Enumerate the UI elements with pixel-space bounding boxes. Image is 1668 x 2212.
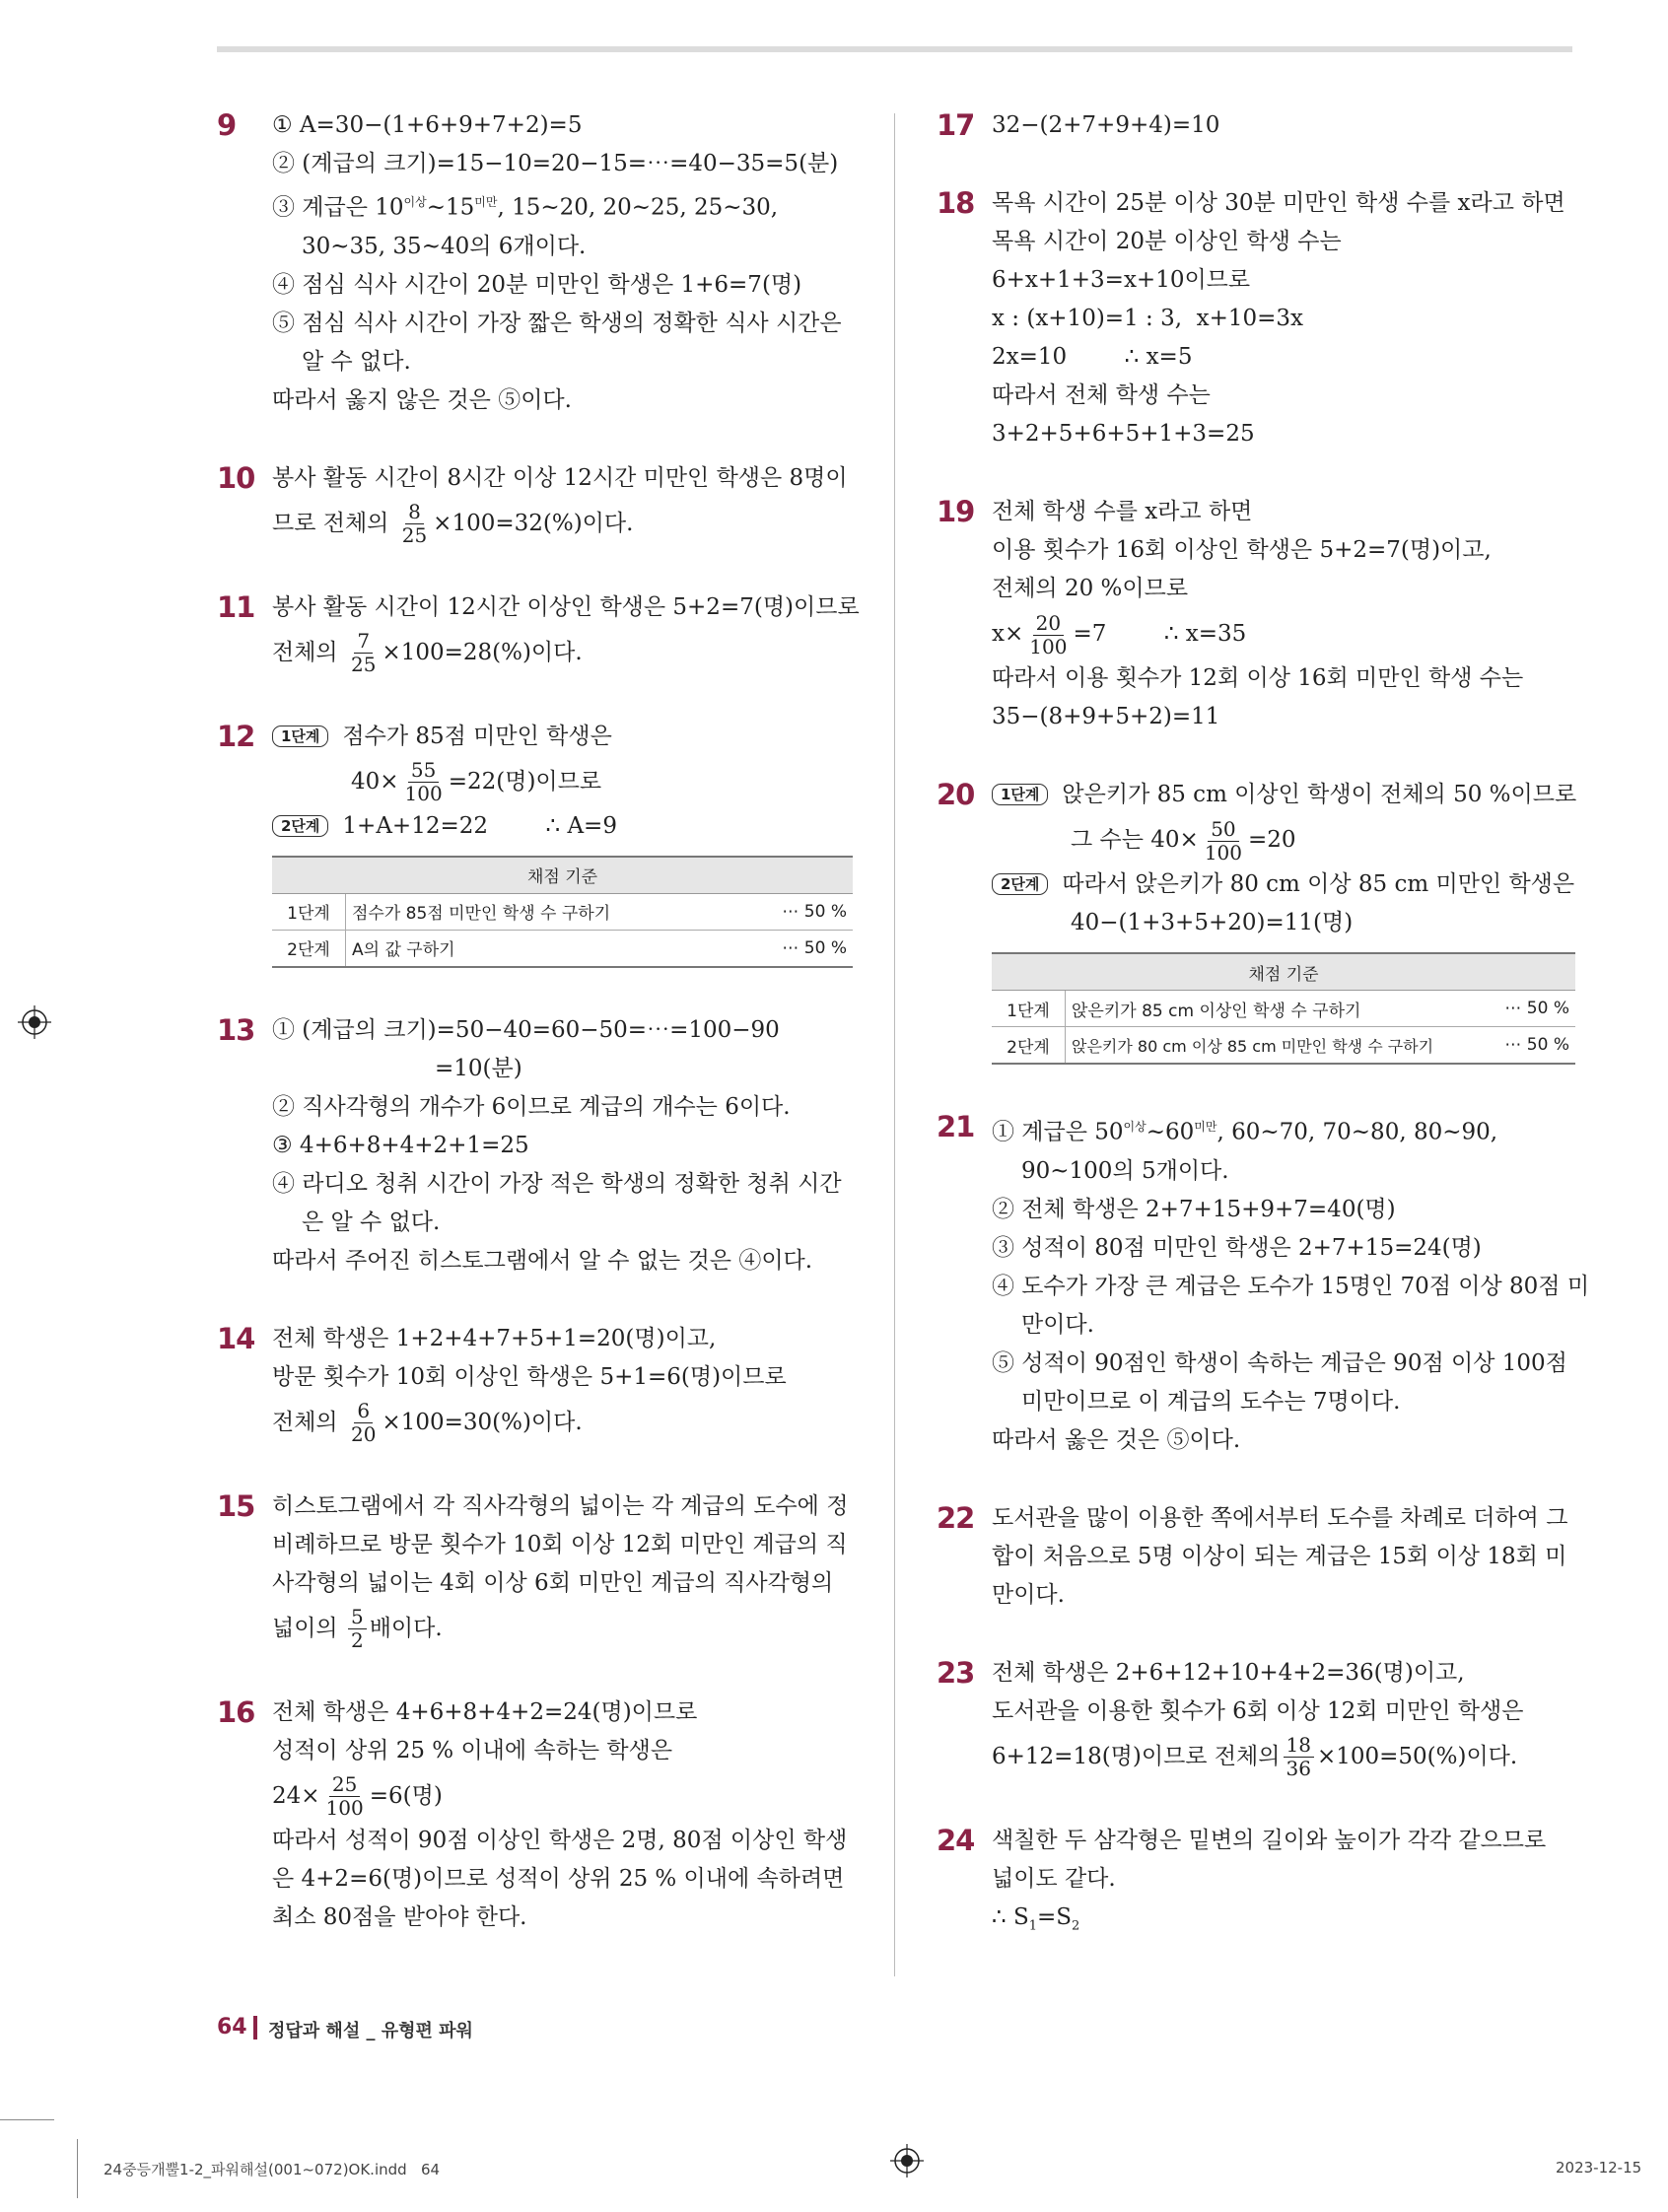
answer-line: 도서관을 이용한 횟수가 6회 이상 12회 미만인 학생은	[992, 1697, 1524, 1724]
answer-line: 방문 횟수가 10회 이상인 학생은 5+1=6(명)이므로	[272, 1363, 787, 1390]
text: 앉은키가 85 cm 이상인 학생이 전체의 50 %이므로	[1062, 782, 1577, 807]
problem-21	[937, 1108, 1590, 1460]
text: =6(명)	[369, 1782, 443, 1809]
answer-line: 따라서 옳지 않은 것은 ⑤이다.	[272, 386, 572, 413]
superscript: 이상	[1123, 1120, 1147, 1134]
text: 배이다.	[369, 1615, 443, 1641]
table-row	[272, 893, 853, 930]
text: ×100=28(%)이다.	[382, 639, 583, 665]
problem-number: 20	[937, 778, 975, 811]
table-header: 채점 기준	[992, 953, 1575, 991]
text: , 15~20, 20~25, 25~30,	[497, 194, 779, 221]
text: 전체의	[272, 639, 338, 665]
table-cell: ⋯ 50 %	[1475, 1027, 1575, 1065]
numerator: 55	[408, 759, 439, 783]
answer-line: x : (x+10)=1 : 3, x+10=3x	[992, 306, 1304, 331]
answer-line: 만이다.	[1021, 1311, 1094, 1338]
text: ×100=32(%)이다.	[433, 510, 634, 536]
text: 므로 전체의	[272, 510, 389, 536]
answer-line: ② (계급의 크기)=15−10=20−15=⋯=40−35=5(분)	[272, 151, 839, 176]
denominator: 2	[350, 1628, 364, 1653]
table-row	[992, 1027, 1575, 1065]
denominator: 100	[1029, 634, 1068, 658]
text: ~60	[1146, 1119, 1195, 1145]
text: ×100=50(%)이다.	[1316, 1743, 1518, 1769]
denominator: 100	[404, 782, 443, 806]
text: ×100=30(%)이다.	[382, 1409, 583, 1435]
step-badge: 1단계	[272, 726, 328, 747]
table-cell: ⋯ 50 %	[752, 893, 853, 930]
denominator: 100	[1204, 840, 1243, 864]
answer-line: ③ 성적이 80점 미만인 학생은 2+7+15=24(명)	[992, 1234, 1482, 1261]
answer-line: 전체 학생은 1+2+4+7+5+1=20(명)이고,	[272, 1325, 717, 1351]
table-cell: 1단계	[992, 991, 1066, 1027]
table-row	[992, 991, 1575, 1027]
table-cell: A의 값 구하기	[346, 930, 753, 967]
problem-number: 11	[217, 589, 255, 624]
answer-line: 합이 처음으로 5명 이상이 되는 계급은 15회 이상 18회 미	[992, 1543, 1567, 1569]
problem-number: 17	[937, 108, 975, 142]
answer-line: 성적이 상위 25 % 이내에 속하는 학생은	[272, 1737, 673, 1763]
answer-line: 40−(1+3+5+20)=11(명)	[1071, 910, 1354, 935]
problem-17	[937, 106, 1575, 145]
answer-line	[992, 1899, 1575, 1946]
answer-line	[992, 608, 1575, 659]
table-cell: 앉은키가 80 cm 이상 85 cm 미만인 학생 수 구하기	[1066, 1027, 1476, 1065]
fraction	[348, 1606, 367, 1652]
problem-23	[937, 1654, 1575, 1782]
footer-divider	[253, 2016, 257, 2039]
problem-number: 12	[217, 719, 255, 753]
text: 24×	[272, 1782, 320, 1809]
left-column	[217, 106, 860, 1937]
answer-line: ③ 4+6+8+4+2+1=25	[272, 1132, 529, 1158]
problem-number: 18	[937, 186, 975, 220]
problem-number: 10	[217, 460, 255, 495]
problem-number: 22	[937, 1500, 975, 1535]
answer-line: 목욕 시간이 20분 이상인 학생 수는	[992, 229, 1342, 254]
table-cell: ⋯ 50 %	[752, 930, 853, 967]
text: ∴ S	[992, 1903, 1029, 1930]
footer-title: 정답과 해설 _ 유형편 파워	[268, 2021, 473, 2041]
answer-line: 넓이도 같다.	[992, 1865, 1116, 1892]
denominator: 36	[1286, 1757, 1311, 1781]
denominator: 100	[325, 1796, 364, 1821]
fraction	[1202, 818, 1245, 864]
answer-line: 이용 횟수가 16회 이상인 학생은 5+2=7(명)이고,	[992, 537, 1492, 563]
answer-line: 은 4+2=6(명)이므로 성적이 상위 25 % 이내에 속하려면	[272, 1865, 845, 1892]
answer-line: 전체 학생 수를 x라고 하면	[992, 499, 1253, 524]
crop-mark	[77, 2139, 78, 2198]
answer-line: 전체 학생은 4+6+8+4+2=24(명)이므로	[272, 1698, 698, 1725]
superscript: 미만	[474, 195, 498, 209]
answer-line: 히스토그램에서 각 직사각형의 넓이는 각 계급의 도수에 정	[272, 1492, 849, 1519]
problem-12	[217, 718, 853, 968]
step-badge: 2단계	[992, 873, 1048, 895]
fraction	[1284, 1734, 1314, 1780]
fraction	[348, 1400, 379, 1446]
text: =22(명)이므로	[448, 768, 602, 795]
answer-line: 은 알 수 없다.	[302, 1209, 441, 1235]
answer-line: 따라서 성적이 90점 이상인 학생은 2명, 80점 이상인 학생	[272, 1827, 848, 1853]
table-cell: 1단계	[272, 893, 346, 930]
column-divider	[894, 113, 895, 1976]
answer-line	[272, 807, 853, 846]
answer-line: 목욕 시간이 25분 이상 30분 미만인 학생 수를 x라고 하면	[992, 190, 1565, 216]
answer-line: 미만이므로 이 계급의 도수는 7명이다.	[1021, 1388, 1401, 1415]
answer-line	[992, 776, 1575, 814]
numerator: 50	[1208, 818, 1238, 842]
problem-14	[217, 1320, 853, 1448]
problem-11	[217, 588, 860, 678]
fraction	[402, 759, 446, 805]
table-cell: 점수가 85점 미만인 학생 수 구하기	[346, 893, 753, 930]
answer-line: 알 수 없다.	[302, 348, 411, 375]
answer-line: 비례하므로 방문 횟수가 10회 이상 12회 미만인 계급의 직	[272, 1531, 848, 1557]
page-number: 64	[217, 2015, 247, 2039]
text: x×	[992, 621, 1024, 647]
grading-criteria-table	[992, 952, 1575, 1065]
grading-criteria-table	[272, 856, 853, 968]
answer-line: 30~35, 35~40의 6개이다.	[302, 233, 587, 259]
right-column	[937, 106, 1590, 1945]
answer-line: ④ 도수가 가장 큰 계급은 도수가 15명인 70점 이상 80점 미	[992, 1273, 1590, 1299]
problem-number: 23	[937, 1655, 975, 1690]
text: =S	[1036, 1903, 1073, 1930]
answer-line: 따라서 옳은 것은 ⑤이다.	[992, 1426, 1241, 1453]
problem-number: 14	[217, 1321, 255, 1355]
denominator: 20	[350, 1422, 377, 1447]
superscript: 미만	[1194, 1120, 1217, 1134]
subscript: 2	[1072, 1918, 1080, 1934]
problem-number: 13	[217, 1012, 255, 1047]
numerator: 7	[354, 630, 373, 654]
text: =20	[1248, 827, 1296, 853]
answer-line	[992, 1108, 1575, 1152]
numerator: 8	[405, 501, 424, 524]
problem-number: 15	[217, 1488, 255, 1523]
problem-20	[937, 776, 1575, 1065]
answer-line	[272, 1770, 853, 1822]
answer-line: ② 전체 학생은 2+7+15+9+7=40(명)	[992, 1196, 1396, 1222]
answer-line	[992, 1731, 1575, 1782]
slug-date: 2023-12-15	[1556, 2159, 1642, 2177]
answer-line	[992, 814, 1575, 865]
text: 점수가 85점 미만인 학생은	[342, 723, 612, 749]
answer-line: 도서관을 많이 이용한 쪽에서부터 도수를 차례로 더하여 그	[992, 1504, 1568, 1531]
answer-line	[272, 627, 853, 678]
fraction	[399, 501, 430, 547]
text: ~15	[426, 194, 475, 221]
text: 그 수는 40×	[1071, 827, 1199, 853]
numerator: 25	[329, 1773, 360, 1797]
answer-line: 따라서 전체 학생 수는	[992, 382, 1211, 408]
problem-number: 16	[217, 1694, 255, 1729]
answer-line: 32−(2+7+9+4)=10	[992, 112, 1220, 138]
slug-filename: 24중등개뿔1-2_파워해설(001~072)OK.indd 64	[104, 2161, 441, 2178]
crop-mark	[0, 2119, 54, 2120]
answer-line	[272, 498, 853, 549]
text: 전체의	[272, 1409, 338, 1435]
answer-line: 만이다.	[992, 1581, 1065, 1608]
fraction	[323, 1773, 367, 1820]
denominator: 25	[401, 523, 428, 548]
subscript: 1	[1028, 1918, 1037, 1934]
fraction	[1026, 612, 1070, 658]
answer-line: 따라서 이용 횟수가 12회 이상 16회 미만인 학생 수는	[992, 665, 1524, 691]
answer-line	[272, 183, 853, 228]
numerator: 20	[1033, 612, 1064, 636]
answer-line: ⑤ 점심 식사 시간이 가장 짧은 학생의 정확한 식사 시간은	[272, 310, 842, 336]
problem-16	[217, 1694, 853, 1937]
answer-line: 사각형의 넓이는 4회 이상 6회 미만인 계급의 직사각형의	[272, 1569, 834, 1596]
text: , 60~70, 70~80, 80~90,	[1216, 1119, 1498, 1145]
answer-line: ⑤ 성적이 90점인 학생이 속하는 계급은 90점 이상 100점	[992, 1349, 1567, 1376]
answer-line	[272, 1603, 853, 1654]
answer-line: ④ 점심 식사 시간이 20분 미만인 학생은 1+6=7(명)	[272, 271, 802, 298]
problem-number: 19	[937, 495, 975, 528]
text: 넓이의	[272, 1615, 338, 1641]
problem-number: 24	[937, 1823, 975, 1857]
table-header: 채점 기준	[272, 857, 853, 894]
answer-line: 2x=10 ∴ x=5	[992, 344, 1193, 370]
answer-line	[272, 718, 853, 756]
answer-line: 봉사 활동 시간이 8시간 이상 12시간 미만인 학생은 8명이	[272, 464, 848, 491]
problem-13	[217, 1011, 853, 1280]
problem-10	[217, 459, 853, 549]
answer-line: 3+2+5+6+5+1+3=25	[992, 421, 1255, 447]
table-cell: 앉은키가 85 cm 이상인 학생 수 구하기	[1066, 991, 1476, 1027]
fraction	[348, 630, 379, 676]
answer-line: 전체 학생은 2+6+12+10+4+2=36(명)이고,	[992, 1659, 1465, 1686]
text: =7 ∴ x=35	[1073, 621, 1247, 647]
answer-line	[272, 756, 853, 807]
text: ① 계급은 50	[992, 1119, 1124, 1145]
problem-9	[217, 106, 853, 420]
table-row	[272, 930, 853, 967]
answer-line: 따라서 주어진 히스토그램에서 알 수 없는 것은 ④이다.	[272, 1247, 813, 1274]
answer-line: ② 직사각형의 개수가 6이므로 계급의 개수는 6이다.	[272, 1093, 791, 1120]
answer-line: ④ 라디오 청취 시간이 가장 적은 학생의 정확한 청취 시간	[272, 1170, 842, 1197]
table-cell: ⋯ 50 %	[1475, 991, 1575, 1027]
answer-line: 봉사 활동 시간이 12시간 이상인 학생은 5+2=7(명)이므로	[272, 593, 860, 620]
problem-number: 21	[937, 1110, 975, 1143]
answer-line: =10(분)	[435, 1055, 522, 1081]
top-rule	[217, 46, 1572, 52]
answer-line	[272, 1397, 853, 1448]
denominator: 25	[350, 653, 377, 677]
numerator: 6	[354, 1400, 373, 1423]
answer-line	[992, 865, 1575, 904]
answer-line: ① (계급의 크기)=50−40=60−50=⋯=100−90	[272, 1016, 780, 1043]
answer-line: 90~100의 5개이다.	[1021, 1157, 1229, 1184]
text: 40×	[351, 768, 399, 795]
text: 따라서 앉은키가 80 cm 이상 85 cm 미만인 학생은	[1062, 871, 1575, 897]
answer-line: 35−(8+9+5+2)=11	[992, 704, 1220, 729]
registration-mark-icon	[890, 2144, 924, 2177]
text: 6+12=18(명)이므로 전체의	[992, 1743, 1281, 1769]
answer-line: 최소 80점을 받아야 한다.	[272, 1903, 527, 1930]
table-cell: 2단계	[272, 930, 346, 967]
answer-line: 색칠한 두 삼각형은 밑변의 길이와 높이가 각각 같으므로	[992, 1827, 1547, 1853]
problem-number: 9	[217, 108, 237, 142]
problem-24	[937, 1822, 1575, 1946]
answer-line: ① A=30−(1+6+9+7+2)=5	[272, 112, 583, 138]
superscript: 이상	[403, 195, 427, 209]
text: 1+A+12=22 ∴ A=9	[342, 812, 617, 839]
problem-19	[937, 493, 1575, 736]
text: ③ 계급은 10	[272, 194, 404, 221]
problem-22	[937, 1499, 1575, 1615]
numerator: 18	[1284, 1734, 1314, 1758]
step-badge: 2단계	[272, 815, 328, 837]
numerator: 5	[348, 1606, 367, 1629]
registration-mark-icon	[18, 1005, 51, 1039]
step-badge: 1단계	[992, 784, 1048, 805]
problem-18	[937, 184, 1575, 453]
answer-line: 전체의 20 %이므로	[992, 576, 1189, 601]
problem-15	[217, 1487, 853, 1654]
table-cell: 2단계	[992, 1027, 1066, 1065]
answer-line: 6+x+1+3=x+10이므로	[992, 267, 1251, 293]
